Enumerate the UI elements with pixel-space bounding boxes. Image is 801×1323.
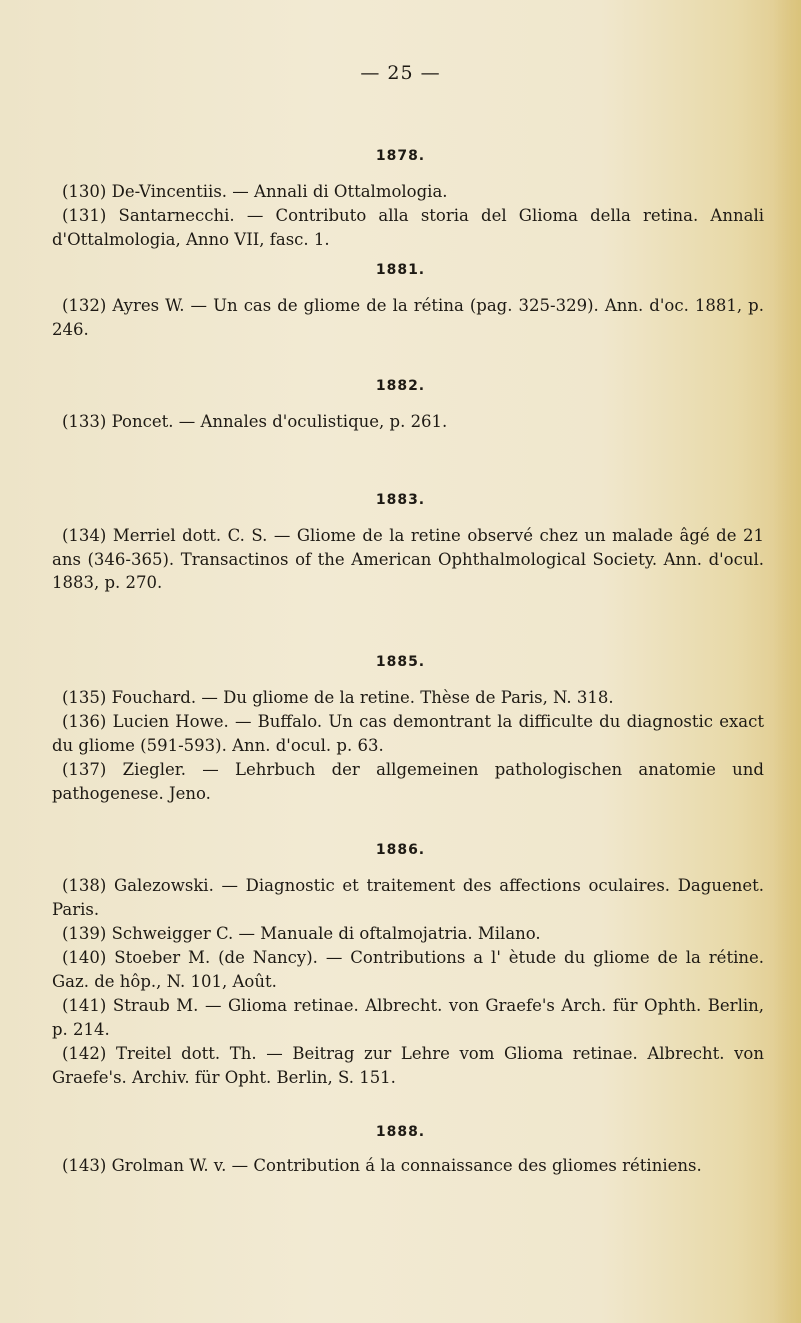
bibliography-entry: (135) Fouchard. — Du gliome de la retine. Thèse de Paris, N. 318.: [62, 688, 614, 707]
year-heading: 1882.: [375, 378, 426, 394]
bibliography-entry: (141) Straub M. — Glioma retinae. Albrecht. von Graefe's Arch. für Ophth. Berlin, p. 214.: [52, 996, 764, 1039]
bibliography-entry: (133) Poncet. — Annales d'oculistique, p. 261.: [62, 412, 448, 431]
bibliography-entry: (138) Galezowski. — Diagnostic et traitement des affections oculaires. Daguenet. Paris.: [52, 876, 764, 919]
bibliography-entry: (132) Ayres W. — Un cas de gliome de la rétina (pag. 325-329). Ann. d'oc. 1881, p. 246.: [52, 296, 764, 339]
year-heading: 1886.: [375, 842, 426, 858]
year-heading: 1885.: [375, 654, 426, 670]
page-number: — 25 —: [360, 62, 441, 84]
bibliography-entry: (136) Lucien Howe. — Buffalo. Un cas demontrant la difficulte du diagnostic exact du gliome (591-593). Ann. d'ocul. p. 63.: [52, 712, 764, 755]
bibliography-entry: (143) Grolman W. v. — Contribution á la connaissance des gliomes rétiniens.: [62, 1156, 702, 1175]
year-heading: 1888.: [375, 1124, 426, 1140]
bibliography-entry: (139) Schweigger C. — Manuale di oftalmojatria. Milano.: [62, 924, 541, 943]
bibliography-entry: (134) Merriel dott. C. S. — Gliome de la retine observé chez un malade âgé de 21 ans (346-365). Transactinos of the American Ophthalmological Society. Ann. d'ocul. 1883, p. 270.: [52, 526, 764, 592]
bibliography-entry: (137) Ziegler. — Lehrbuch der allgemeinen pathologischen anatomie und pathogenese. Jeno.: [52, 760, 764, 803]
bibliography-entry: (142) Treitel dott. Th. — Beitrag zur Lehre vom Glioma retinae. Albrecht. von Graefe's. Archiv. für Opht. Berlin, S. 151.: [52, 1044, 764, 1087]
bibliography-entry: (130) De-Vincentiis. — Annali di Ottalmologia.: [62, 182, 448, 201]
year-heading: 1878.: [375, 148, 426, 164]
bibliography-entry: (131) Santarnecchi. — Contributo alla storia del Glioma della retina. Annali d'Ottalmologia, Anno VII, fasc. 1.: [52, 206, 764, 249]
year-heading: 1883.: [375, 492, 426, 508]
bibliography-entry: (140) Stoeber M. (de Nancy). — Contributions a l' ètude du gliome de la rétine. Gaz. de hôp., N. 101, Août.: [52, 948, 764, 991]
year-heading: 1881.: [375, 262, 426, 278]
